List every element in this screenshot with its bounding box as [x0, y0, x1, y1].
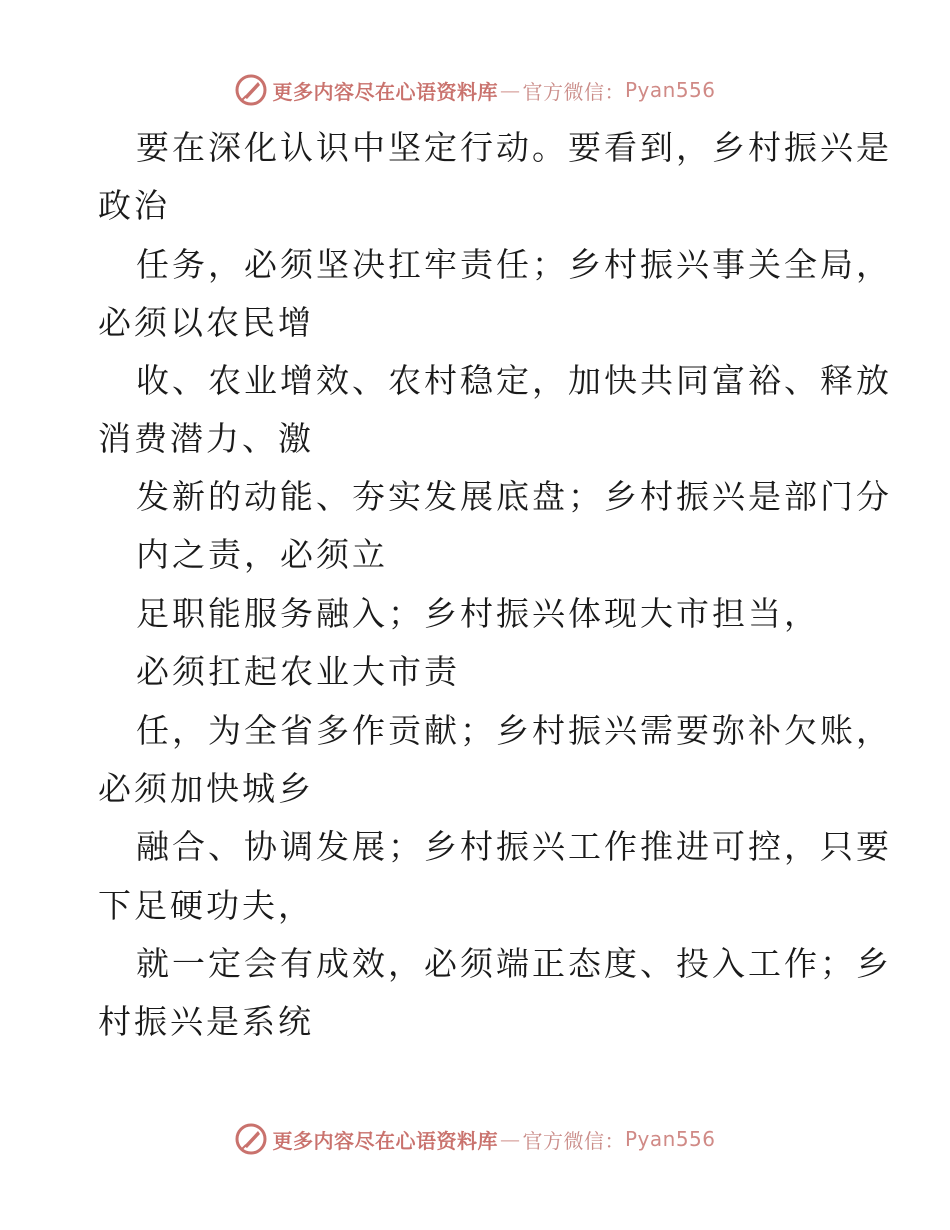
- text-line: 任，为全省多作贡献；乡村振兴需要弥补欠账，: [136, 711, 892, 750]
- quill-logo-icon: [234, 1122, 268, 1156]
- text-line: 政治: [98, 186, 170, 225]
- text-line: 下足硬功夫，: [98, 886, 314, 925]
- text-line: 融合、协调发展；乡村振兴工作推进可控，只要: [136, 827, 892, 866]
- text-line: 必须以农民增: [98, 303, 314, 342]
- text-line: 消费潜力、激: [98, 419, 314, 458]
- text-line: 必须加快城乡: [98, 769, 314, 808]
- header-watermark: [0, 70, 950, 110]
- watermark-id: Pyan556: [624, 1127, 716, 1151]
- text-line: 必须扛起农业大市责: [136, 652, 460, 691]
- watermark-id: Pyan556: [624, 78, 716, 102]
- text-line: 收、农业增效、农村稳定，加快共同富裕、释放: [136, 361, 892, 400]
- text-line: 发新的动能、夯实发展底盘；乡村振兴是部门分: [136, 477, 892, 516]
- text-line: 足职能服务融入；乡村振兴体现大市担当，: [136, 594, 820, 633]
- watermark-separator: —: [499, 1127, 521, 1151]
- text-line: 要在深化认识中坚定行动。要看到，乡村振兴是: [136, 128, 892, 167]
- text-line: 就一定会有成效，必须端正态度、投入工作；乡: [136, 944, 892, 983]
- text-line: 任务，必须坚决扛牢责任；乡村振兴事关全局，: [136, 245, 892, 284]
- text-line: 内之责，必须立: [136, 535, 388, 574]
- watermark-separator: —: [499, 78, 521, 102]
- watermark-label: 官方微信：: [522, 1128, 625, 1153]
- text-line: 村振兴是系统: [98, 1002, 314, 1041]
- watermark-label: 官方微信：: [522, 79, 625, 104]
- quill-logo-icon: [234, 73, 268, 107]
- footer-watermark: [0, 1119, 950, 1159]
- watermark-brand: 更多内容尽在心语资料库: [272, 1128, 498, 1153]
- watermark-brand: 更多内容尽在心语资料库: [272, 79, 498, 104]
